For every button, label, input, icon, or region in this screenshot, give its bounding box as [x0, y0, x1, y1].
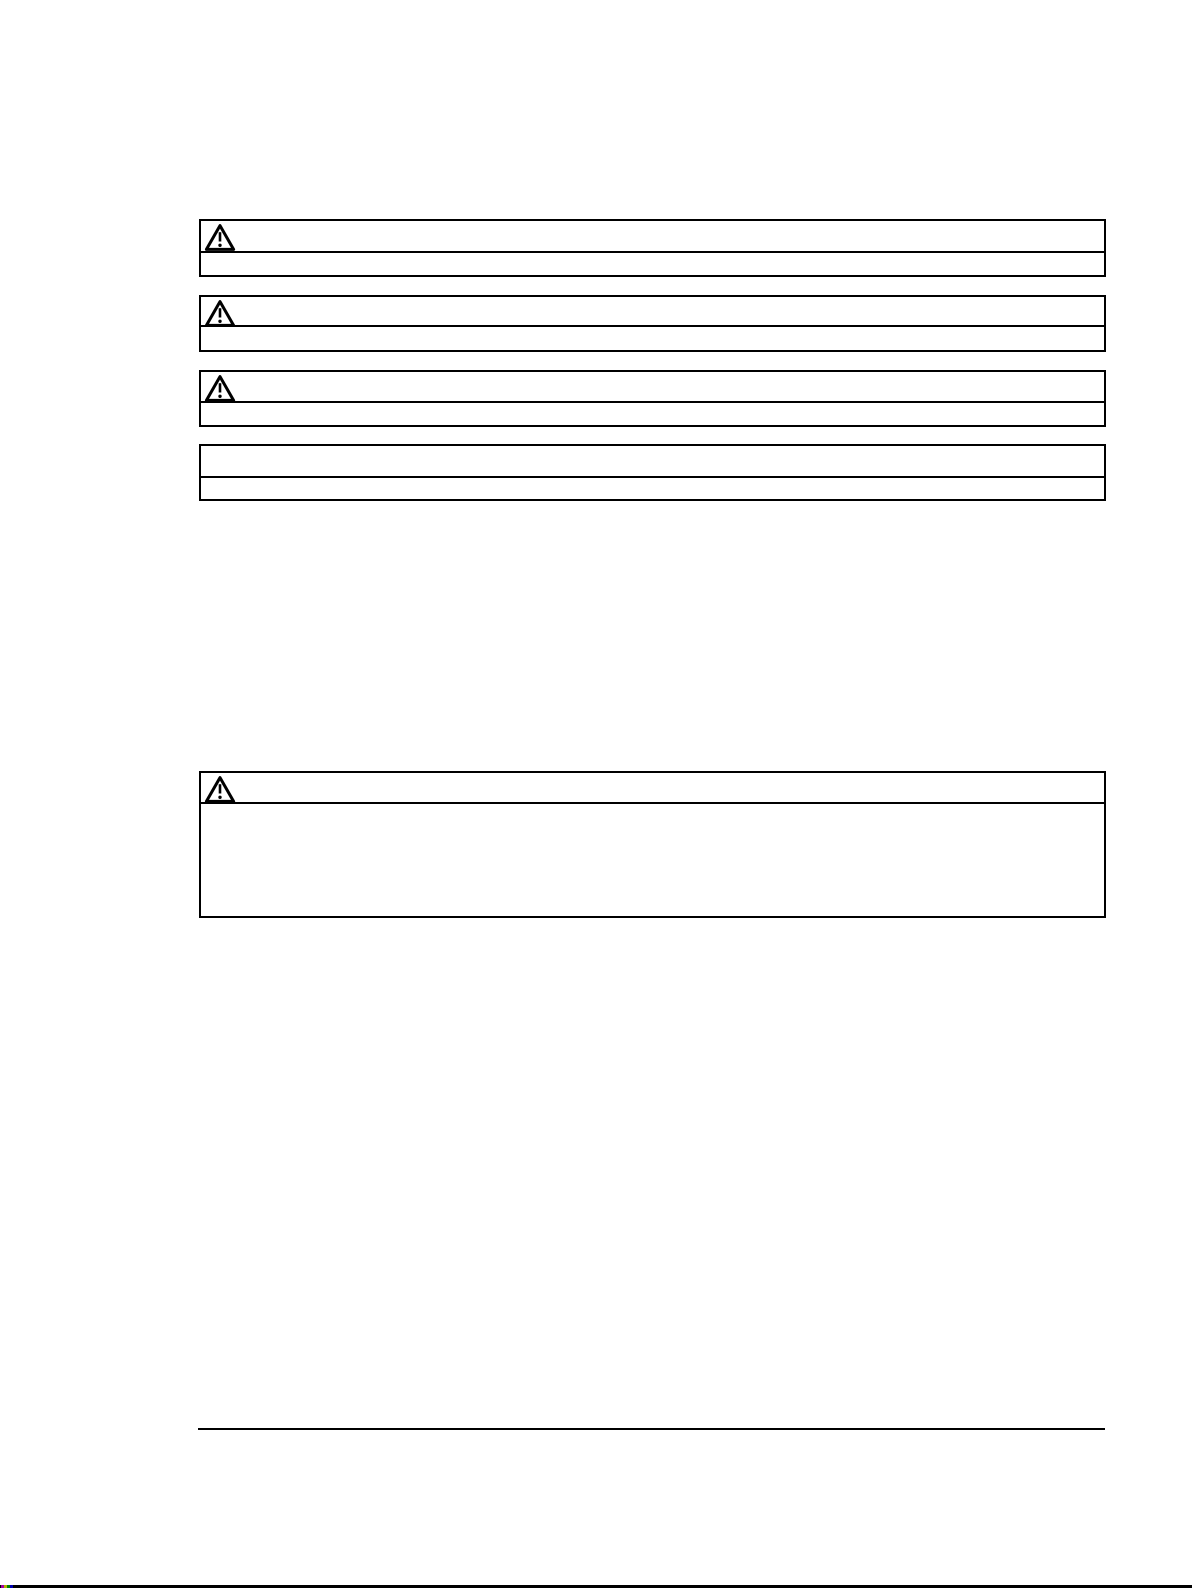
warning-triangle-icon: [204, 223, 236, 252]
notice-box-body-text: [201, 403, 1104, 425]
warning-triangle-icon: [204, 374, 236, 403]
warning-triangle-icon: [204, 775, 236, 804]
notice-box-header: [201, 221, 1104, 253]
notice-box-header: [201, 297, 1104, 327]
warning-notice-box-1: [199, 219, 1106, 277]
notice-box-body-text: [201, 478, 1104, 499]
notice-box-header: [201, 372, 1104, 403]
warning-notice-box-2: [199, 295, 1106, 352]
notice-box-header: [201, 446, 1104, 478]
notice-box-body-text: [201, 253, 1104, 275]
notice-box-header: [201, 773, 1104, 804]
notice-box-body-text: [201, 804, 1104, 916]
notice-box-body-text: [201, 327, 1104, 350]
plain-notice-box: [199, 444, 1106, 501]
footnote-rule: [198, 1428, 1105, 1430]
warning-notice-box-large: [199, 771, 1106, 918]
warning-notice-box-3: [199, 370, 1106, 427]
warning-triangle-icon: [204, 299, 236, 327]
